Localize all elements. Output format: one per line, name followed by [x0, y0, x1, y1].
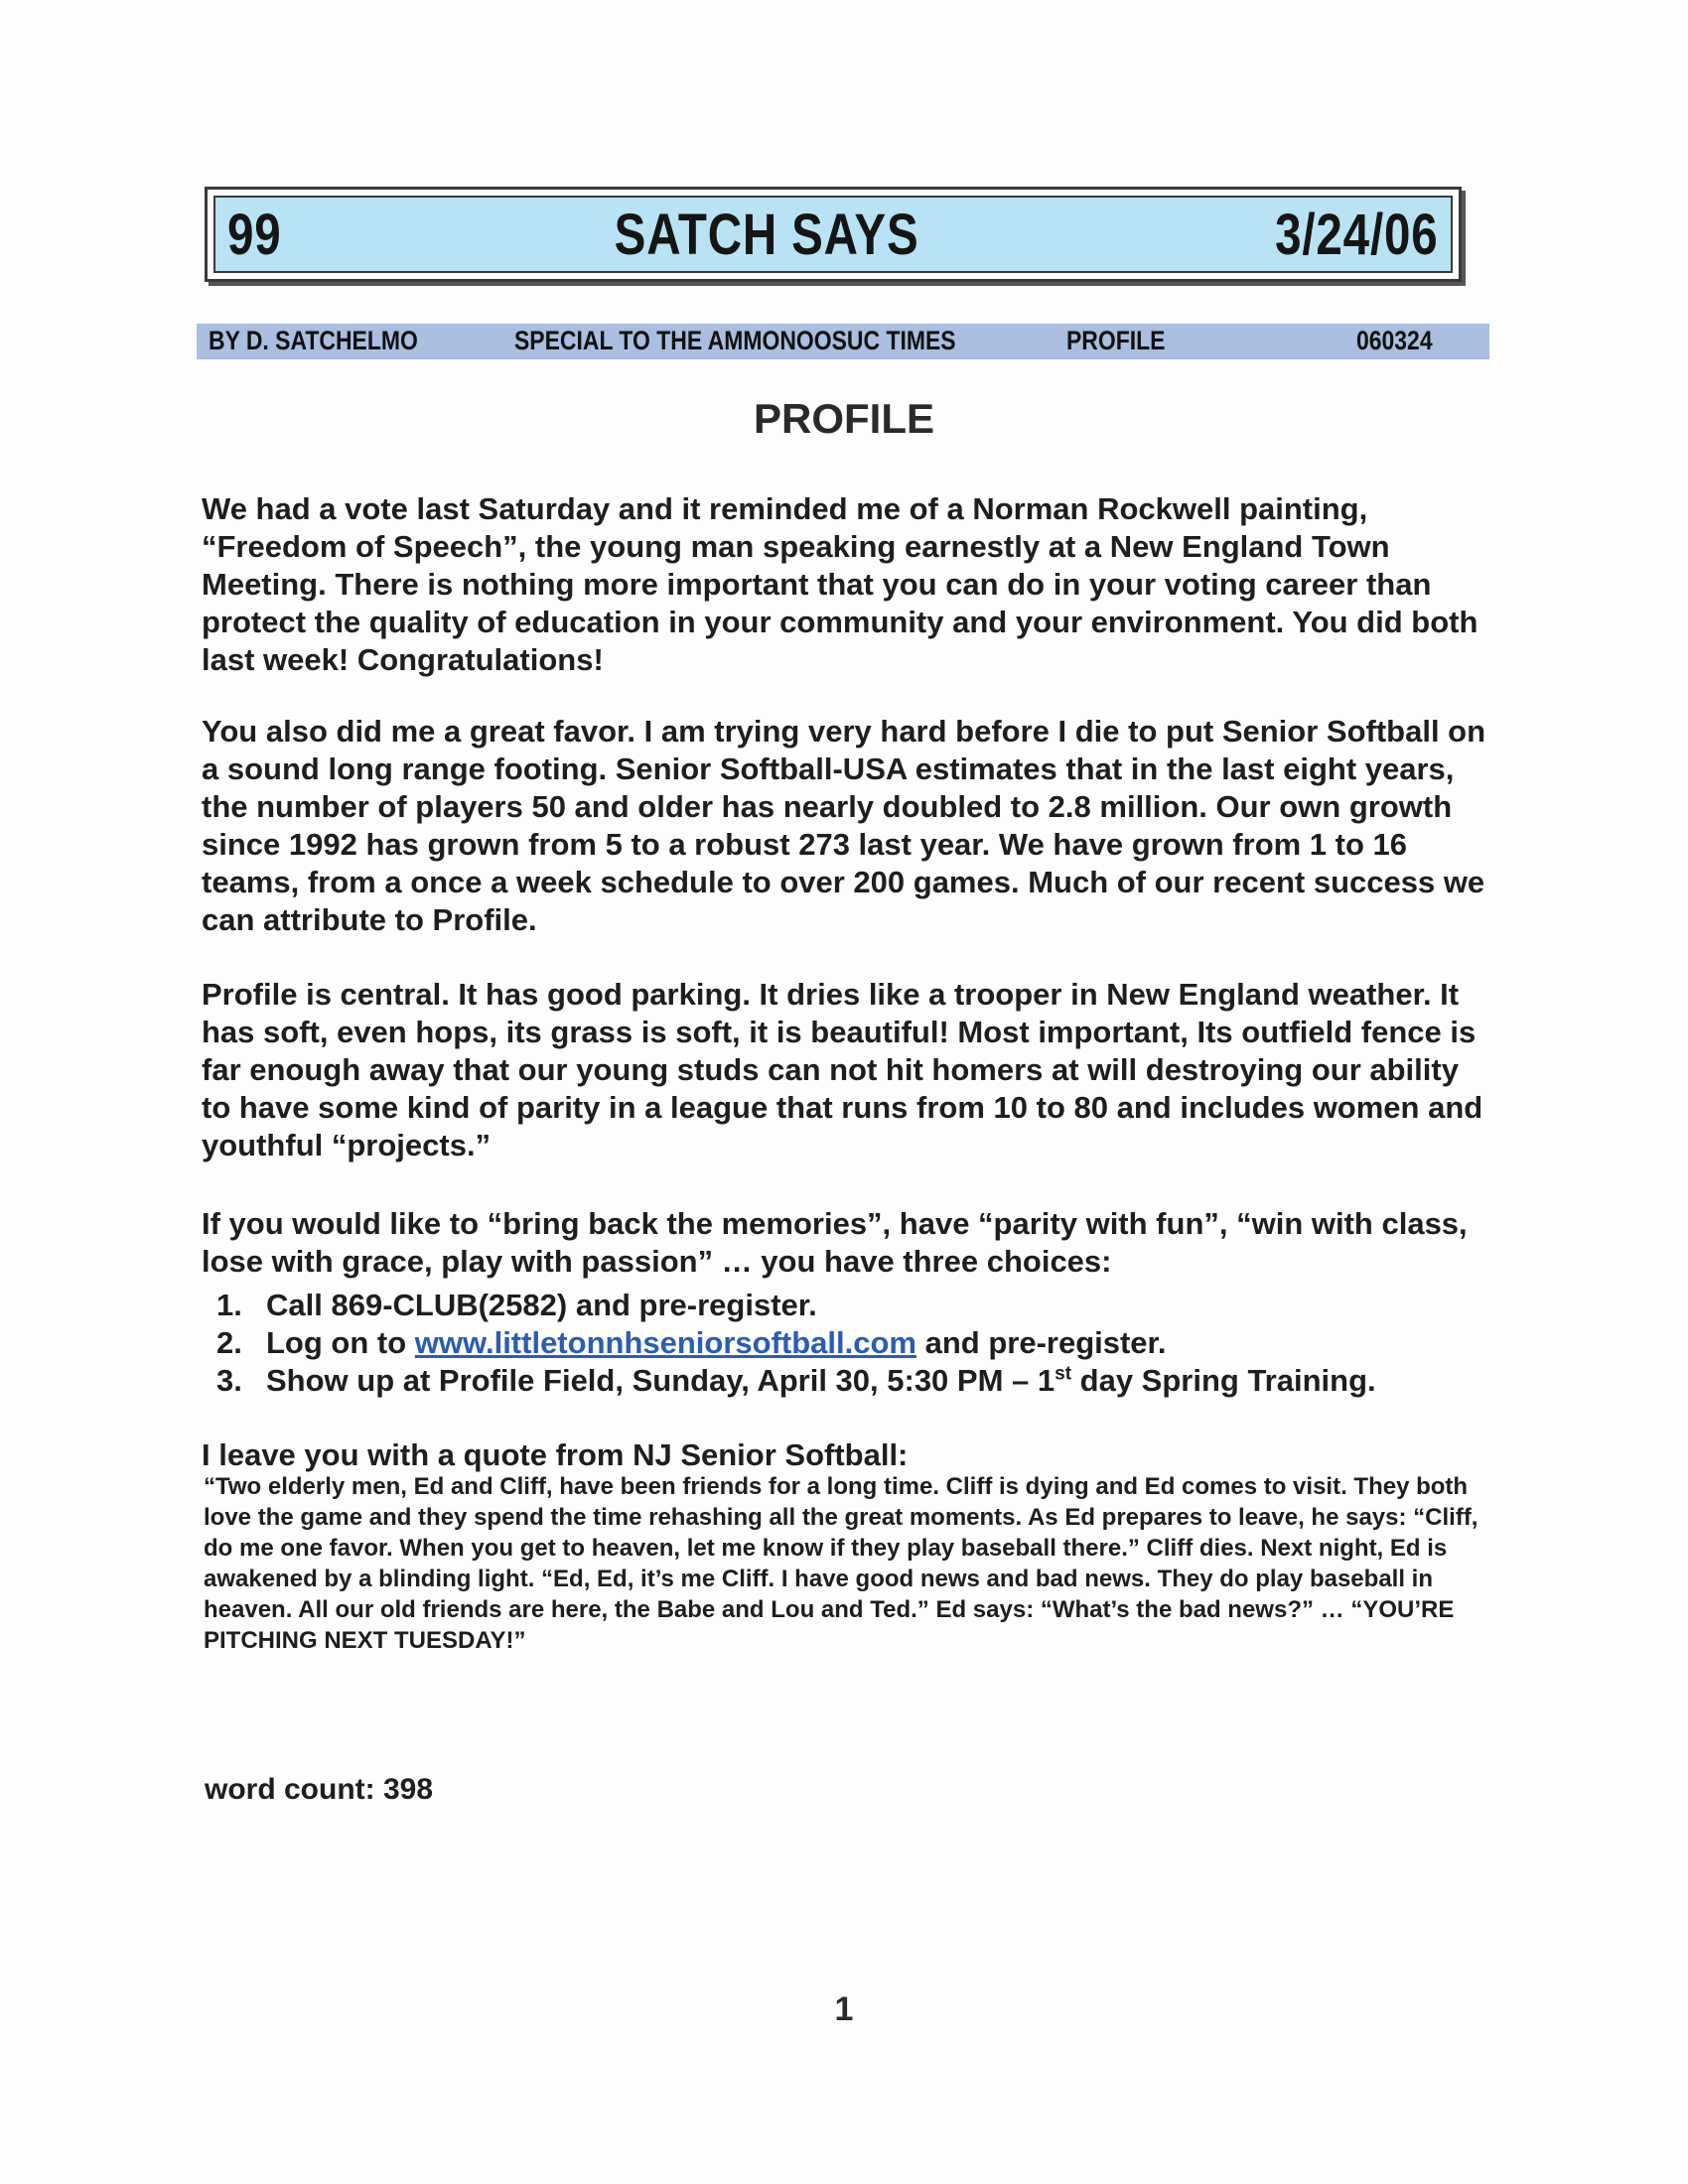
article-title: PROFILE	[753, 395, 934, 442]
word-count: word count: 398	[205, 1773, 434, 1806]
article-paragraph: You also did me a great favor. I am trying very hard before I die to put Senior Softball on a sound long range footing. Senior Softball-USA estimates that in the last eight years, the number of players 50 and older has nearly doubled to 2.8 million. Our own growth since 1992 has grown from 5 to a robust 273 last year. We have grown from 1 to 16 teams, from a once a week schedule to over 200 games. Much of our recent success we can attribute to Profile.	[202, 714, 1486, 937]
choice-text-pre: Show up at Profile Field, Sunday, April 30, 5:30 PM – 1	[266, 1363, 1055, 1398]
choice-number: 2.	[216, 1325, 242, 1360]
quote-text: “Two elderly men, Ed and Cliff, have been friends for a long time. Cliff is dying and Ed comes to visit. They both love the game and they spend the time rehashing all the great moments. As Ed prepares to leave, he says: “Cliff, do me one favor. When you get to heaven, let me know if they play baseball there.” Cliff dies. Next night, Ed is awakened by a blinding light. “Ed, Ed, it’s me Cliff. I have good news and bad news. They do play baseball in heaven. All our old friends are here, the Babe and Lou and Ted.” Ed says: “What’s the bad news?” … “YOU’RE PITCHING NEXT TUESDAY!”	[204, 1473, 1478, 1654]
quote-intro: I leave you with a quote from NJ Senior Softball:	[202, 1437, 909, 1472]
column-header-banner	[213, 196, 1453, 273]
byline-publication: SPECIAL TO THE AMMONOOSUC TIMES	[514, 326, 956, 355]
article-paragraph: If you would like to “bring back the memories”, have “parity with fun”, “win with class, lose with grace, play with passion” … you have three choices:	[202, 1206, 1468, 1279]
choice-item	[216, 1324, 1507, 1362]
choices-list	[216, 1287, 1507, 1400]
article-paragraph: We had a vote last Saturday and it reminded me of a Norman Rockwell painting, “Freedom of Speech”, the young man speaking earnestly at a New England Town Meeting. There is nothing more important that you can do in your voting career than protect the quality of education in your community and your environment. You did both last week! Congratulations!	[202, 491, 1478, 677]
choice-item	[216, 1287, 1507, 1324]
choice-text-pre: Log on to	[266, 1325, 415, 1360]
choice-text	[266, 1362, 1376, 1400]
choice-text: Call 869-CLUB(2582) and pre-register.	[266, 1288, 817, 1322]
choice-number: 3.	[216, 1363, 242, 1398]
choice-text-post: and pre-register.	[915, 1325, 1167, 1360]
choice-text-post: day Spring Training.	[1071, 1363, 1376, 1398]
byline-author: BY D. SATCHELMO	[209, 326, 418, 355]
column-title: SATCH SAYS	[614, 202, 919, 267]
byline-bar	[197, 324, 1489, 359]
column-number: 99	[227, 202, 282, 267]
choice-number: 1.	[216, 1288, 242, 1322]
byline-section: PROFILE	[1066, 326, 1166, 355]
choice-text	[266, 1324, 1167, 1362]
column-date: 3/24/06	[1275, 202, 1439, 267]
byline-code: 060324	[1356, 326, 1433, 355]
choice-item	[216, 1362, 1507, 1400]
page-number: 1	[834, 1990, 854, 2028]
ordinal-suffix: st	[1055, 1363, 1072, 1385]
website-link[interactable]: www.littletonnhseniorsoftball.com	[414, 1325, 916, 1360]
article-paragraph: Profile is central. It has good parking. It dries like a trooper in New England weather. It has soft, even hops, its grass is soft, it is beautiful! Most important, Its outfield fence is far enough away that our young studs can not hit homers at will destroying our ability to have some kind of parity in a league that runs from 10 to 80 and includes women and youthful “projects.”	[202, 977, 1483, 1162]
column-header	[205, 187, 1462, 282]
